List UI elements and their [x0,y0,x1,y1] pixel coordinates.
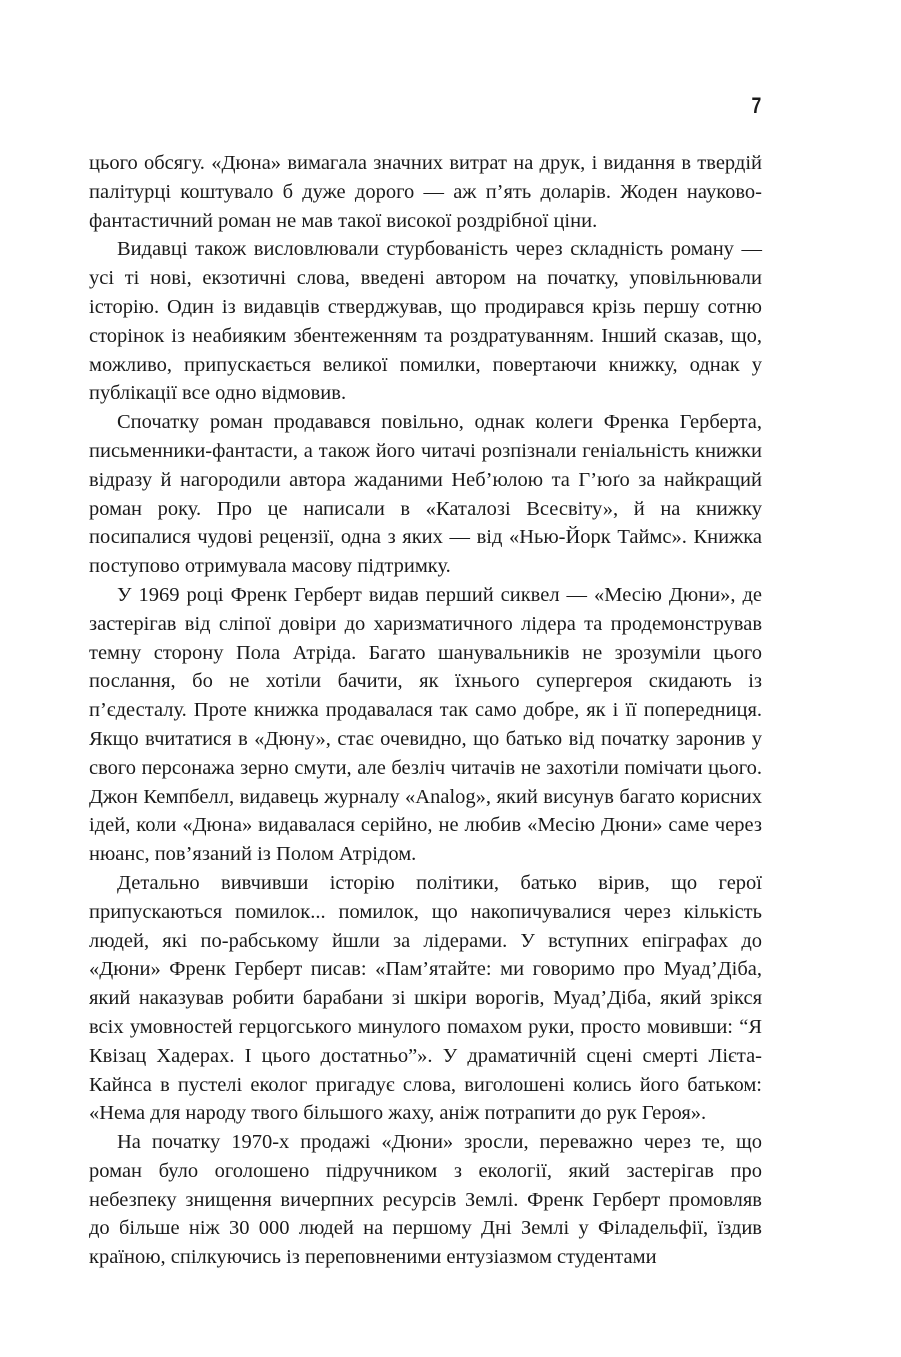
paragraph-5: Детально вивчивши історію політики, батько вірив, що герої припускаються помилок... помилок, що накопичувалися через кількість людей, які по-рабському йшли за лідерами. У вступних епіграфах до «Дюни» Френк Герберт писав: «Пам’ятайте: ми говоримо про Муад’Діба, який наказував робити барабани зі шкіри ворогів, Муад’Діба, який зрікся всіх умовностей герцогського минулого помахом руки, просто мовивши: “Я Квізац Хадерах. І цього достатньо”». У драматичній сцені смерті Лієта-Кайнса в пустелі еколог пригадує слова, виголошені колись його батьком: «Нема для народу твого більшого жаху, аніж потрапити до рук Героя». [89,871,762,1125]
page-number: 7 [751,93,761,118]
paragraph-3: Спочатку роман продавався повільно, однак колеги Френка Герберта, письменники-фантасти, а також його читачі розпізнали геніальність книжки відразу й нагородили автора жаданими Неб’юлою та Г’юґо за найкращий роман року. Про це написали в «Каталозі Всесвіту», й на книжку посипалися чудові рецензії, одна з яких — від «Нью-Йорк Таймс». Книжка поступово отримувала масову підтримку. [89,411,762,578]
paragraph-6: На початку 1970-х продажі «Дюни» зросли, переважно через те, що роман було оголошено підручником з екології, який застерігав про небезпеку знищення вичерпних ресурсів Землі. Френк Герберт промовляв до більше ніж 30 000 людей на першому Дні Землі у Філадельфії, їздив країною, спілкуючись із переповненими ентузіазмом студентами [89,1131,762,1269]
paragraph-2: Видавці також висловлювали стурбованість через складність роману — усі ті нові, екзотичні слова, введені автором на початку, уповільнювали історію. Один із видавців стверджував, що продирався крізь першу сотню сторінок із неабияким збентеженням та роздратуванням. Інший сказав, що, можливо, припускається великої помилки, повертаючи книжку, однак у публікації все одно відмовив. [89,238,762,405]
text-body [89,149,762,1272]
paragraph-4: У 1969 році Френк Герберт видав перший сиквел — «Месію Дюни», де застерігав від сліпої довіри до харизматичного лідера та продемонстрував темну сторону Пола Атріда. Багато шанувальників не зрозуміли цього послання, бо не хотіли бачити, як їхнього супергероя скидають із п’єдесталу. Проте книжка продавалася так само добре, як і її попередниця. Якщо вчитатися в «Дюну», стає очевидно, що батько від початку заронив у свого персонажа зерно смути, але безліч читачів не захотіли помічати цього. Джон Кемпбелл, видавець журналу «Analog», який висунув багато корисних ідей, коли «Дюна» видавалася серійно, не любив «Месію Дюни» саме через нюанс, пов’язаний із Полом Атрідом. [89,583,762,866]
paragraph-1: цього обсягу. «Дюна» вимагала значних витрат на друк, і видання в твердій палітурці коштувало б дуже дорого — аж п’ять доларів. Жоден науково-фантастичний роман не мав такої високої роздрібної ціни. [89,152,762,232]
